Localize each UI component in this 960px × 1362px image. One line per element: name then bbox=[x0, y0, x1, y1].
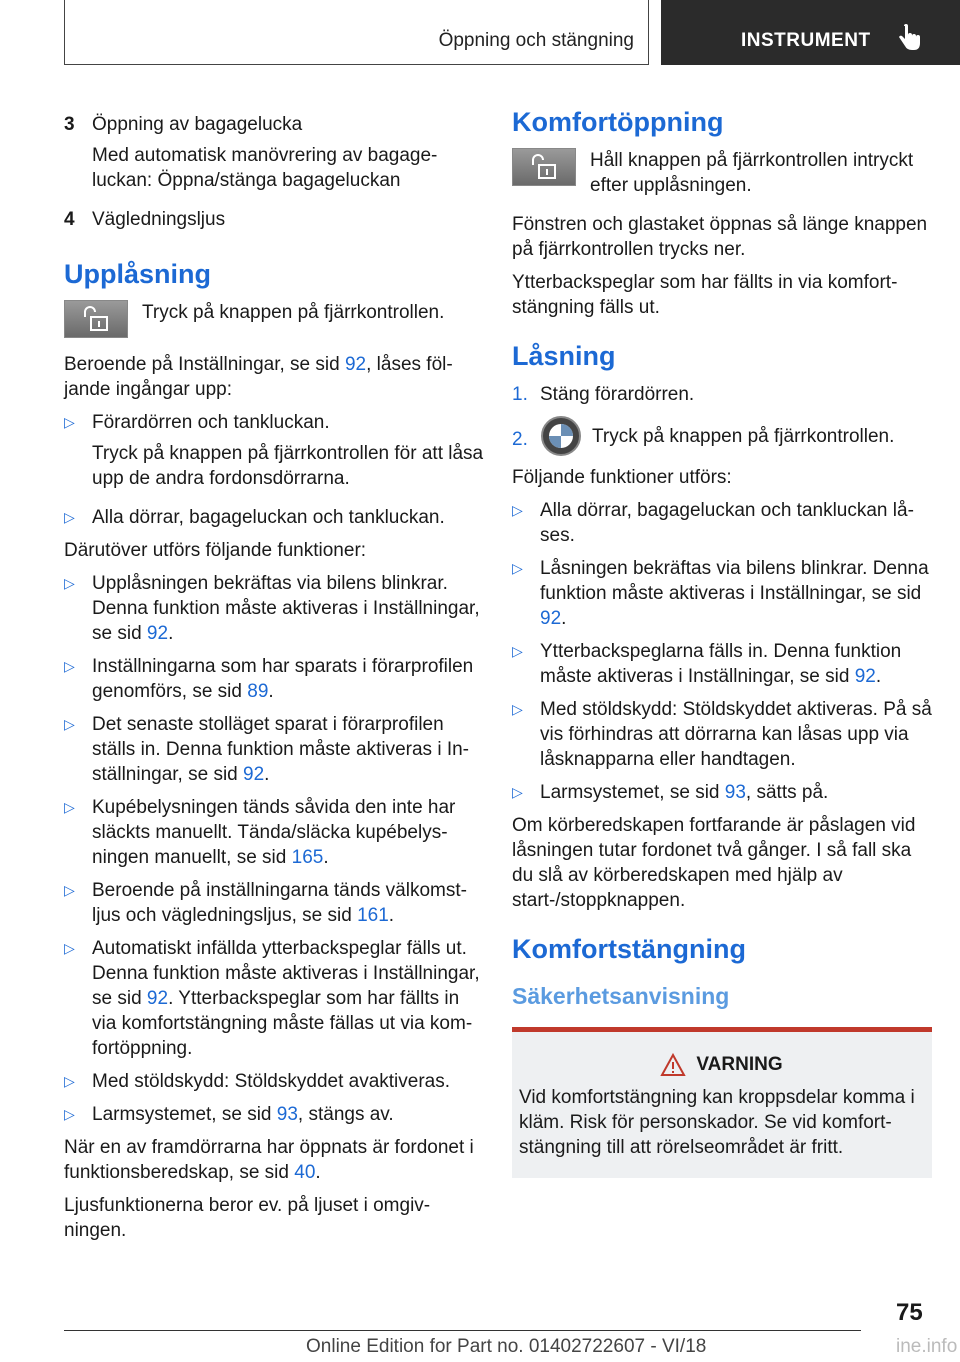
paragraph: När en av framdörrarna har öppnats är fordonet i funktionsberedskap, se sid 40. bbox=[64, 1137, 474, 1183]
page-link[interactable]: 92 bbox=[540, 608, 562, 629]
bullet-item: ▷ Alla dörrar, bagageluckan och tankluckan lå-ses. bbox=[512, 500, 914, 546]
paragraph: Följande funktioner utförs: bbox=[512, 467, 732, 488]
bullet-icon: ▷ bbox=[512, 502, 523, 518]
unlock-key-text: Tryck på knappen på fjärrkontrollen. bbox=[142, 302, 445, 323]
page-link[interactable]: 161 bbox=[357, 905, 389, 926]
bullet-item: ▷ Larmsystemet, se sid 93, sätts på. bbox=[512, 782, 829, 803]
unlock-key-icon bbox=[64, 300, 128, 338]
bullet-item: ▷ Med stöldskydd: Stöldskyddet avaktiveras. bbox=[64, 1071, 451, 1092]
unlock-heading: Upplåsning bbox=[64, 259, 211, 289]
comfort-close-heading: Komfortstängning bbox=[512, 934, 746, 964]
step-number: 1. bbox=[512, 384, 528, 405]
unlock-key-row bbox=[64, 300, 484, 338]
list-item bbox=[64, 207, 484, 238]
item-title: Vägledningsljus bbox=[92, 209, 226, 230]
warning-triangle-icon bbox=[660, 1053, 686, 1077]
unlock-key-icon bbox=[512, 148, 576, 186]
page-number: 75 bbox=[896, 1299, 923, 1326]
page-link[interactable]: 40 bbox=[294, 1162, 316, 1183]
bullet-icon: ▷ bbox=[512, 701, 523, 717]
page-link[interactable]: 92 bbox=[854, 666, 876, 687]
header-chapter-tab bbox=[661, 0, 960, 65]
bullet-item: ▷ Inställningarna som har sparats i förarprofilen genomförs, se sid 89. bbox=[64, 656, 474, 702]
bullet-item: ▷ Automatiskt infällda ytterbackspeglar fälls ut. Denna funktion måste aktiveras i Inställningar, se sid 92. Ytterbackspeglar som har fällts in via komfortstängning måste fällas ut via kom-fortöppning. bbox=[64, 938, 480, 1059]
bullet-icon: ▷ bbox=[512, 784, 523, 800]
item-desc: Med automatisk manövrering av bagage-luckan: Öppna/stänga bagageluckan bbox=[92, 145, 438, 191]
item-number: 3 bbox=[64, 114, 75, 135]
bullet-item: ▷ Alla dörrar, bagageluckan och tankluckan. bbox=[64, 507, 445, 528]
footer-watermark: ine.info bbox=[896, 1336, 958, 1357]
bullet-icon: ▷ bbox=[64, 414, 75, 430]
bullet-icon: ▷ bbox=[64, 716, 75, 732]
item-title: Öppning av bagagelucka bbox=[92, 114, 303, 135]
warning-box bbox=[512, 1027, 932, 1178]
bullet-icon: ▷ bbox=[64, 1073, 75, 1089]
bullet-item: ▷ Ytterbackspeglarna fälls in. Denna funktion måste aktiveras i Inställningar, se sid 92. bbox=[512, 641, 902, 687]
safety-subheading: Säkerhetsanvisning bbox=[512, 983, 730, 1009]
bullet-item: ▷ Förardörren och tankluckan. Tryck på knappen på fjärrkontrollen för att låsa upp de andra fordonsdörrarna. bbox=[64, 410, 484, 497]
page-link[interactable]: 92 bbox=[146, 988, 169, 1009]
page-link[interactable]: 92 bbox=[243, 764, 265, 785]
comfort-open-heading: Komfortöppning bbox=[512, 107, 724, 137]
bullet-item: ▷ Låsningen bekräftas via bilens blinkrar. Denna funktion måste aktiveras i Inställningar, se sid 92. bbox=[512, 558, 929, 629]
bullet-item: ▷ Upplåsningen bekräftas via bilens blinkrar. Denna funktion måste aktiveras i Inställningar, se sid 92. bbox=[64, 573, 480, 644]
warning-text: Vid komfortstängning kan kroppsdelar komma i kläm. Risk för personskador. Se vid komfort-stängning till att rörelseområdet är fritt. bbox=[519, 1087, 915, 1158]
pointing-hand-icon bbox=[896, 24, 922, 52]
bullet-icon: ▷ bbox=[64, 799, 75, 815]
footer-divider bbox=[64, 1330, 861, 1331]
bullet-icon: ▷ bbox=[512, 643, 523, 659]
right-column bbox=[512, 107, 932, 1178]
warning-title: VARNING bbox=[696, 1054, 783, 1075]
footer-edition: Online Edition for Part no. 01402722607 - VI/18 bbox=[306, 1336, 707, 1357]
bullet-icon: ▷ bbox=[64, 509, 75, 525]
bullet-item: ▷ Larmsystemet, se sid 93, stängs av. bbox=[64, 1104, 394, 1125]
left-column bbox=[64, 112, 484, 1251]
comfort-key-row bbox=[512, 148, 932, 198]
header-chapter-title: INSTRUMENT bbox=[741, 30, 871, 51]
bullet-item: ▷ Det senaste stolläget sparat i förarprofilen ställs in. Denna funktion måste aktiveras i In-ställningar, se sid 92. bbox=[64, 714, 470, 785]
bullet-item: ▷ Med stöldskydd: Stöldskyddet aktiveras. På så vis förhindras att dörrarna kan låsas upp via låsknapparna eller handtagen. bbox=[512, 699, 932, 770]
step-number: 2. bbox=[512, 429, 528, 450]
bullet-icon: ▷ bbox=[64, 940, 75, 956]
header-section-tab bbox=[64, 0, 649, 65]
paragraph: Ytterbackspeglar som har fällts in via komfort-stängning fälls ut. bbox=[512, 272, 898, 318]
list-item bbox=[64, 112, 484, 199]
header-section-title: Öppning och stängning bbox=[438, 30, 634, 51]
page-link[interactable]: 165 bbox=[291, 847, 324, 868]
page-link[interactable]: 92 bbox=[146, 623, 169, 644]
bullet-icon: ▷ bbox=[512, 560, 523, 576]
lock-heading: Låsning bbox=[512, 341, 616, 371]
bullet-icon: ▷ bbox=[64, 575, 75, 591]
bullet-item: ▷ Kupébelysningen tänds såvida den inte har släckts manuellt. Tända/släcka kupébelys-ningen manuellt, se sid 165. bbox=[64, 797, 456, 868]
paragraph: Beroende på Inställningar, se sid 92, låses föl-jande ingångar upp: bbox=[64, 354, 453, 400]
page-link[interactable]: 92 bbox=[344, 354, 367, 375]
step-item: 1. Stäng förardörren. bbox=[512, 384, 695, 405]
page-link[interactable]: 93 bbox=[276, 1104, 298, 1125]
comfort-key-text: Håll knappen på fjärrkontrollen intryckt efter upplåsningen. bbox=[590, 150, 914, 196]
bmw-logo-icon bbox=[540, 415, 582, 457]
bullet-item: ▷ Beroende på inställningarna tänds välkomst-ljus och vägledningsljus, se sid 161. bbox=[64, 880, 467, 926]
bullet-icon: ▷ bbox=[64, 658, 75, 674]
page-link[interactable]: 89 bbox=[247, 681, 269, 702]
page-link[interactable]: 93 bbox=[724, 782, 746, 803]
item-number: 4 bbox=[64, 209, 75, 230]
paragraph: Om körberedskapen fortfarande är påslagen vid låsningen tutar fordonet två gånger. I så fall ska du slå av körberedskapen med hjälp av start-/stoppknappen. bbox=[512, 815, 916, 911]
bullet-icon: ▷ bbox=[64, 882, 75, 898]
paragraph: Ljusfunktionerna beror ev. på ljuset i omgiv-ningen. bbox=[64, 1195, 431, 1241]
step-item: 2. Tryck på knappen på fjärrkontrollen. bbox=[512, 415, 932, 457]
paragraph: Därutöver utförs följande funktioner: bbox=[64, 540, 367, 561]
paragraph: Fönstren och glastaket öppnas så länge knappen på fjärrkontrollen trycks ner. bbox=[512, 214, 928, 260]
bullet-icon: ▷ bbox=[64, 1106, 75, 1122]
